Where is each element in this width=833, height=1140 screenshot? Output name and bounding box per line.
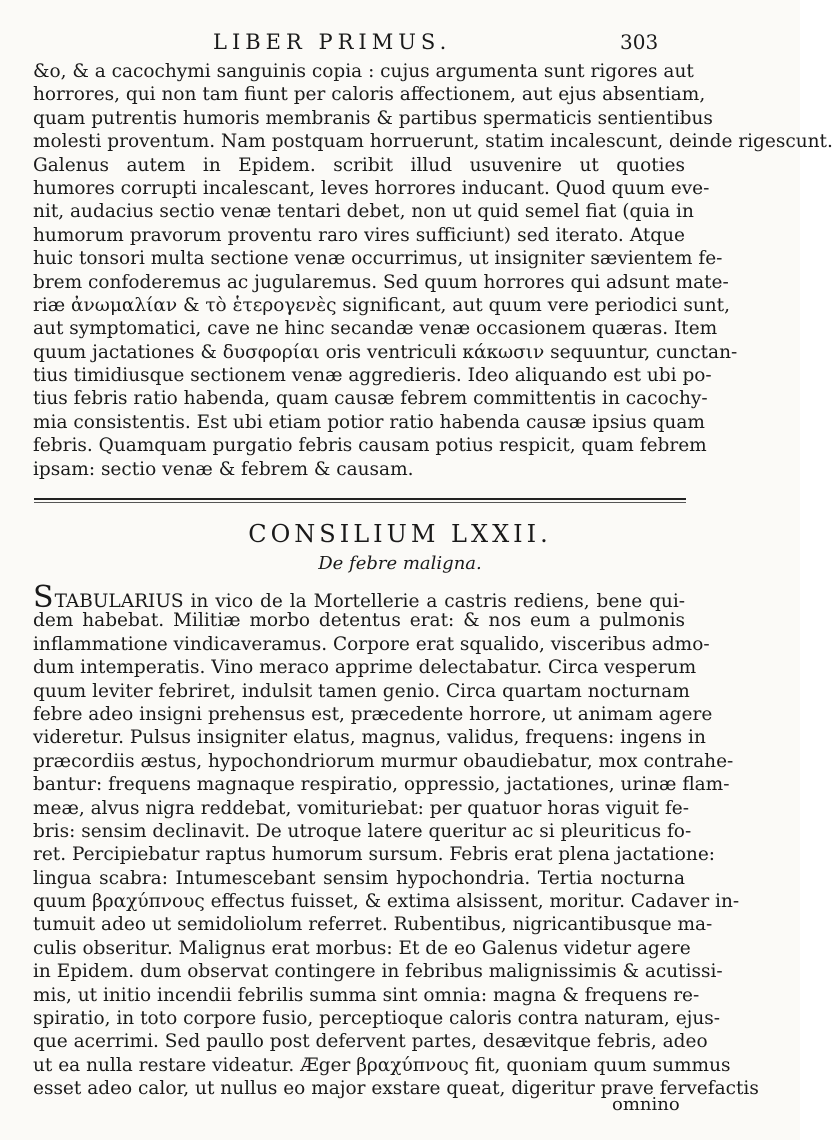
page-number: 303 xyxy=(620,30,659,54)
section-title: CONSILIUM LXXII. xyxy=(248,520,552,548)
text-line: præcordiis æstus, hypochondriorum murmur obaudiebatur, mox contrahe- xyxy=(33,750,734,772)
text-line: humorum pravorum proventu raro vires sufficiunt) sed iterato. Atque xyxy=(33,224,685,246)
text-line: spiratio, in toto corpore fusio, perceptioque caloris contra naturam, ejus- xyxy=(33,1008,721,1030)
text-line: febris. Quamquam purgatio febris causam potius respicit, quam febrem xyxy=(33,435,707,457)
text-line: lingua scabra: Intumescebant sensim hypochondria. Tertia nocturna xyxy=(33,867,685,889)
text-line: in Epidem. dum observat contingere in febribus malignissimis & acutissi- xyxy=(33,961,723,983)
text-line: tumuit adeo ut semidoliolum referret. Rubentibus, nigricantibusque ma- xyxy=(33,914,713,936)
first-paragraph xyxy=(33,60,833,481)
text-line: horrores, qui non tam fiunt per caloris affectionem, aut ejus absentiam, xyxy=(33,84,706,106)
text-line xyxy=(33,580,685,615)
text-line-content: TABULARIUS in vico de la Mortellerie a castris rediens, bene qui- xyxy=(54,591,685,612)
text-line: tius timidiusque sectionem venæ aggredieris. Ideo aliquando est ubi po- xyxy=(33,365,712,387)
text-line: culis obseritur. Malignus erat morbus: Et de eo Galenus videtur agere xyxy=(33,937,691,959)
consilium-paragraph xyxy=(33,580,759,1101)
text-line: nit, audacius sectio venæ tentari debet, non ut quid semel fiat (quia in xyxy=(33,201,694,223)
text-line: aut symptomatici, cave ne hinc secandæ venæ occasionem quæras. Item xyxy=(33,318,718,340)
text-line: dem habebat. Militiæ morbo detentus erat: & nos eum a pulmonis xyxy=(33,610,685,632)
text-line: mis, ut initio incendii febrilis summa sint omnia: magna & frequens re- xyxy=(33,984,700,1006)
text-line: molesti proventum. Nam postquam horruerunt, statim incalescunt, deinde rigescunt. xyxy=(33,131,833,153)
text-line: inflammatione vindicaveramus. Corpore erat squalido, visceribus admo- xyxy=(33,633,710,655)
text-line: riæ ἀνωμαλίαν & τὸ ἑτερογενὲς significant, aut quum vere periodici sunt, xyxy=(33,294,730,316)
running-title: LIBER PRIMUS. xyxy=(213,30,452,54)
text-line: huic tonsori multa sectione venæ occurrimus, ut insigniter sævientem fe- xyxy=(33,248,723,270)
text-line: videretur. Pulsus insigniter elatus, magnus, validus, frequens: ingens in xyxy=(33,727,706,749)
text-line: humores corrupti incalescant, leves horrores inducant. Quod quum eve- xyxy=(33,177,710,199)
text-line: esset adeo calor, ut nullus eo major exstare queat, digeritur prave fervefactis xyxy=(33,1078,759,1100)
text-line: quum leviter febriret, indulsit tamen genio. Circa quartam nocturnam xyxy=(33,680,690,702)
text-line: meæ, alvus nigra reddebat, vomituriebat: per quatuor horas viguit fe- xyxy=(33,797,689,819)
text-line: quum βραχύπνους effectus fuisset, & extima alsissent, moritur. Cadaver in- xyxy=(33,891,740,913)
running-head xyxy=(0,30,800,60)
text-line: bantur: frequens magnaque respiratio, oppressio, jactationes, urinæ flam- xyxy=(33,774,730,796)
drop-capital: S xyxy=(33,580,55,615)
text-line: ret. Percipiebatur raptus humorum sursum. Febris erat plena jactatione: xyxy=(33,844,716,866)
text-line: Galenus autem in Epidem. scribit illud usuvenire ut quoties xyxy=(33,154,685,176)
text-line: brem confoderemus ac jugularemus. Sed quum horrores qui adsunt mate- xyxy=(33,271,729,293)
catchword: omnino xyxy=(612,1094,680,1115)
text-line: bris: sensim declinavit. De utroque latere queritur ac si pleuriticus fo- xyxy=(33,820,692,842)
section-divider xyxy=(34,498,686,500)
section-divider-thin xyxy=(34,502,686,503)
text-line: ut ea nulla restare videatur. Æger βραχύπνους fit, quoniam quum summus xyxy=(33,1054,731,1076)
text-line: dum intemperatis. Vino meraco apprime delectabatur. Circa vesperum xyxy=(33,657,697,679)
text-line: que acerrimi. Sed paullo post defervent partes, desævitque febris, adeo xyxy=(33,1031,708,1053)
text-line: quum jactationes & δυσφορίαι oris ventriculi κάκωσιν sequuntur, cunctan- xyxy=(33,341,738,363)
text-line: quam putrentis humoris membranis & partibus spermaticis sentientibus xyxy=(33,107,713,129)
text-line: ipsam: sectio venæ & febrem & causam. xyxy=(33,458,414,480)
text-line: tius febris ratio habenda, quam causæ febrem committentis in cacochy- xyxy=(33,388,708,410)
text-line: &o, & a cacochymi sanguinis copia : cujus argumenta sunt rigores aut xyxy=(33,61,694,82)
text-line: mia consistentis. Est ubi etiam potior ratio habenda causæ ipsius quam xyxy=(33,411,705,433)
text-line: febre adeo insigni prehensus est, præcedente horrore, ut animam agere xyxy=(33,703,713,725)
section-subtitle: De febre maligna. xyxy=(318,553,482,574)
